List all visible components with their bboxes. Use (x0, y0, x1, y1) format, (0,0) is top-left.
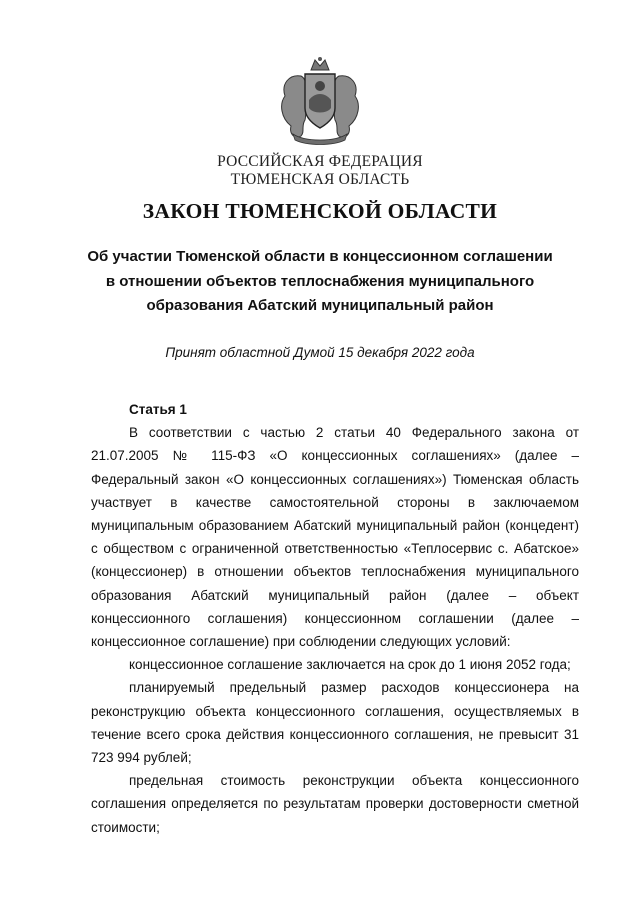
article-heading: Статья 1 (129, 402, 187, 417)
paragraph: предельная стоимость реконструкции объекта концессионного соглашения определяется по результатам проверки достоверности сметной стоимости; (91, 773, 579, 835)
adoption-date: Принят областной Думой 15 декабря 2022 года (165, 345, 475, 360)
document-body (91, 398, 579, 839)
paragraph: планируемый предельный размер расходов концессионера на реконструкцию объекта концессионного соглашения, осуществляемых в течение всего срока действия концессионного соглашения, не превысит 31 723 994 рублей; (91, 680, 579, 766)
document-title (80, 245, 560, 319)
region-label: ТЮМЕНСКАЯ ОБЛАСТЬ (230, 171, 410, 188)
title-line: Об участии Тюменской области в концессионном соглашении (87, 248, 553, 265)
paragraph: В соответствии с частью 2 статьи 40 Федерального закона от 21.07.2005 № 115-ФЗ «О концессионных соглашениях» (далее – Федеральный закон «О концессионных соглашениях») Тюменская область участвует в качестве самостоятельной стороны в заключаемом муниципальным образованием Абатский муниципальный район (концедент) с обществом с ограниченной ответственностью «Теплосервис с. Абатское» (концессионер) в отношении объектов теплоснабжения муниципального образования Абатский муниципальный район (далее – объект концессионного соглашения) концессионном соглашении (далее – концессионное соглашение) при соблюдении следующих условий: (91, 425, 579, 650)
coat-of-arms-emblem (271, 56, 369, 146)
paragraph: концессионное соглашение заключается на срок до 1 июня 2052 года; (129, 657, 571, 673)
federation-label: РОССИЙСКАЯ ФЕДЕРАЦИЯ (217, 153, 423, 170)
law-title: ЗАКОН ТЮМЕНСКОЙ ОБЛАСТИ (142, 199, 498, 223)
title-line: образования Абатский муниципальный район (146, 297, 494, 314)
title-line: в отношении объектов теплоснабжения муниципального (105, 272, 535, 290)
document-header (0, 153, 640, 224)
